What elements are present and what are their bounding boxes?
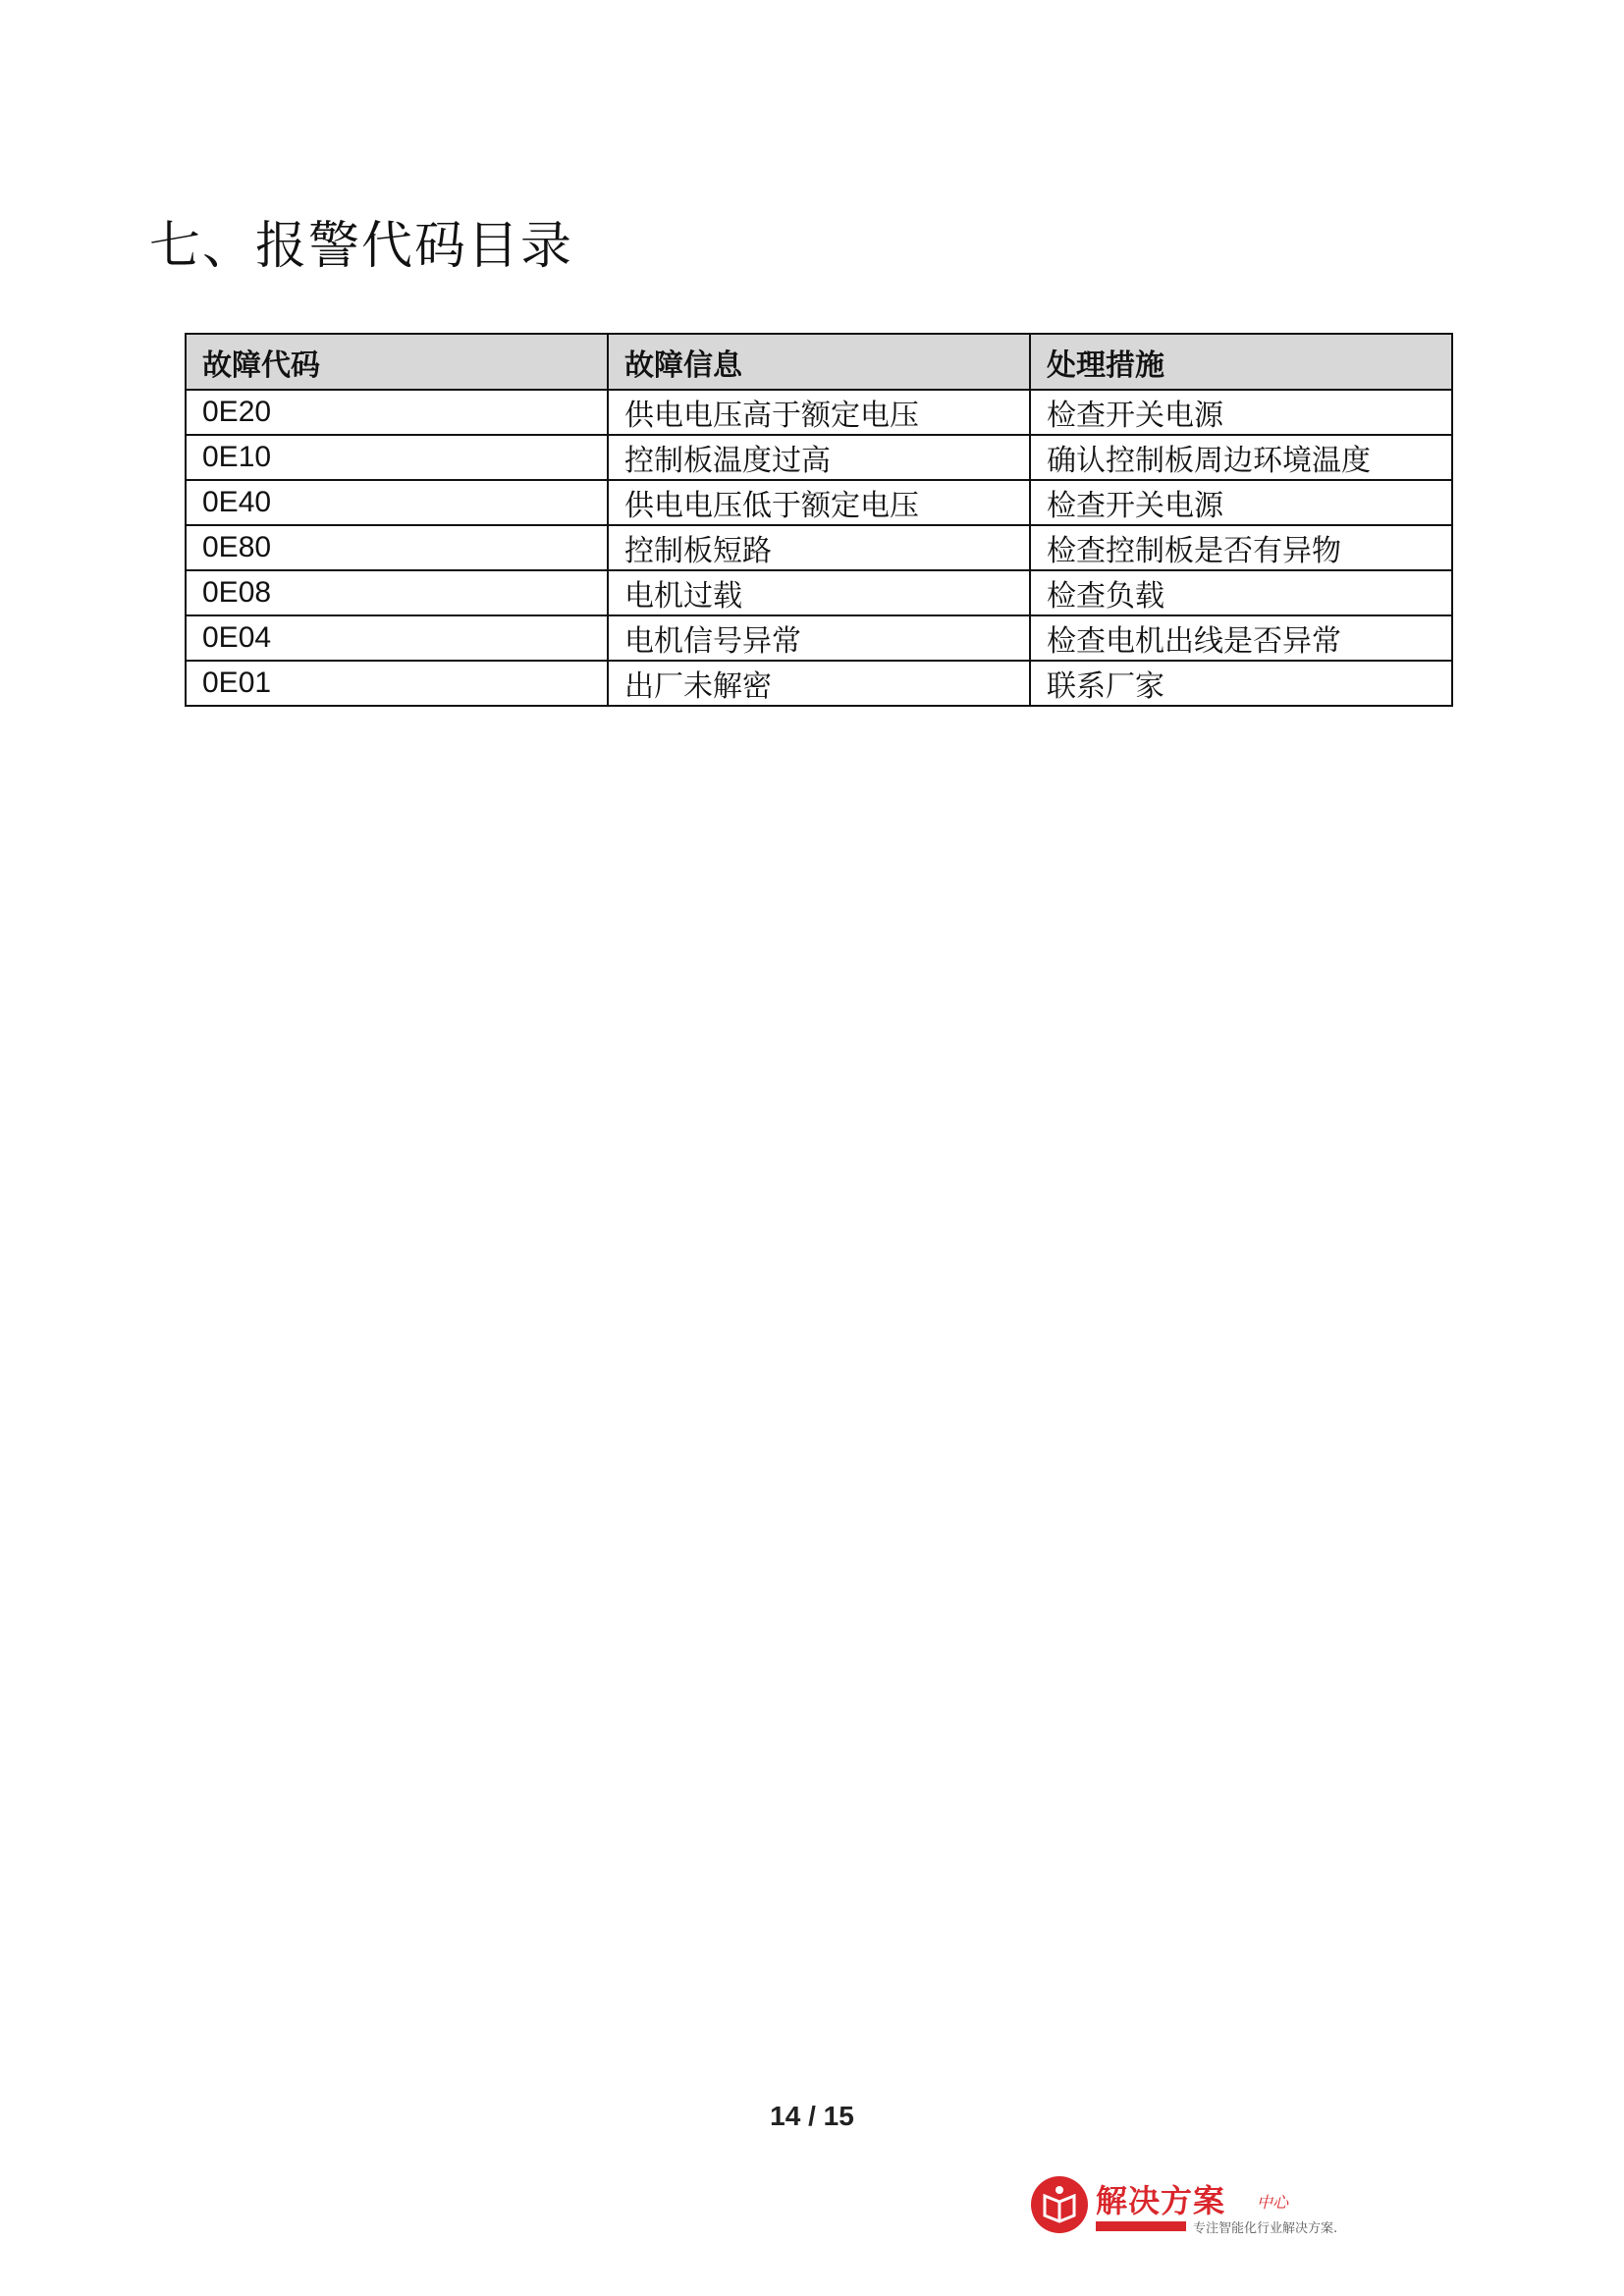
fault-code-cell: 0E20 [186,390,608,435]
fault-code-cell: 0E80 [186,525,608,570]
table-row [186,435,1452,480]
table-row [186,480,1452,525]
fault-code-cell: 0E10 [186,435,608,480]
action-cell: 确认控制板周边环境温度 [1030,435,1452,480]
table-row [186,615,1452,661]
fault-info-cell: 供电电压低于额定电压 [608,480,1030,525]
page-title: 七、报警代码目录 [149,217,574,276]
fault-code-cell: 0E40 [186,480,608,525]
page-number: 14 / 15 [770,2101,854,2131]
fault-info-cell: 供电电压高于额定电压 [608,390,1030,435]
action-cell: 检查控制板是否有异物 [1030,525,1452,570]
fault-info-cell: 出厂未解密 [608,661,1030,706]
logo-strip [1096,2221,1186,2231]
logo-tagline: 专注智能化行业解决方案. [1193,2221,1338,2236]
action-cell: 检查电机出线是否异常 [1030,615,1452,661]
book-icon [1031,2176,1088,2233]
header-fault-code: 故障代码 [186,334,608,390]
action-cell: 检查负载 [1030,570,1452,615]
table-header-row [186,334,1452,390]
fault-info-cell: 控制板短路 [608,525,1030,570]
header-fault-info: 故障信息 [608,334,1030,390]
alarm-code-table [185,333,1453,707]
action-cell: 检查开关电源 [1030,390,1452,435]
logo-title: 解决方案 [1096,2182,1226,2219]
table-row [186,661,1452,706]
logo-mark: 中心 [1257,2193,1289,2212]
fault-info-cell: 电机过载 [608,570,1030,615]
table-row [186,570,1452,615]
fault-info-cell: 电机信号异常 [608,615,1030,661]
fault-info-cell: 控制板温度过高 [608,435,1030,480]
fault-code-cell: 0E01 [186,661,608,706]
header-action: 处理措施 [1030,334,1452,390]
fault-code-cell: 0E04 [186,615,608,661]
action-cell: 检查开关电源 [1030,480,1452,525]
footer-logo [1031,2174,1355,2253]
table-row [186,525,1452,570]
fault-code-cell: 0E08 [186,570,608,615]
table-row [186,390,1452,435]
action-cell: 联系厂家 [1030,661,1452,706]
